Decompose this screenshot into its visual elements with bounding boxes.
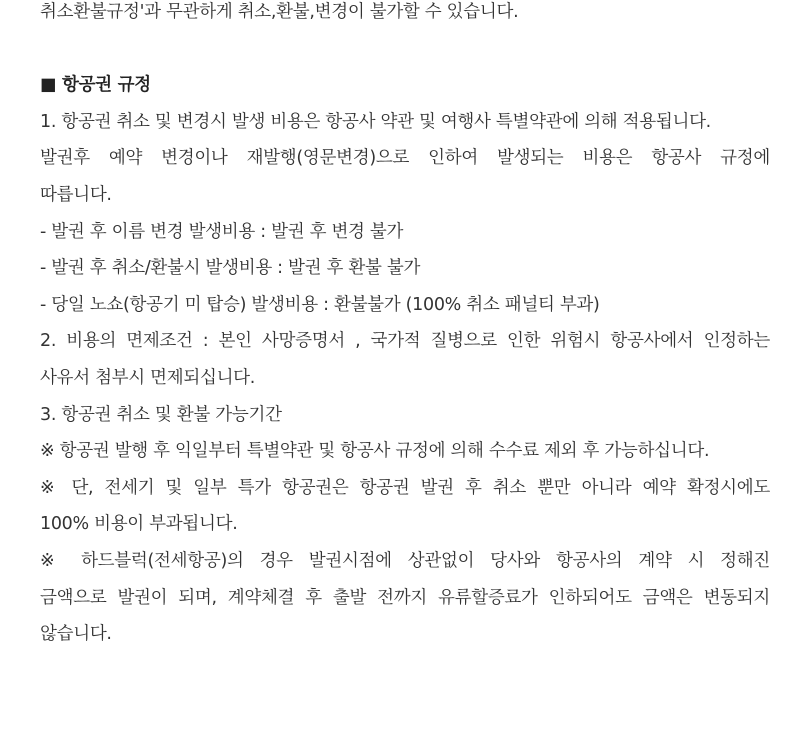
note-3-continued: 금액으로 발권이 되며, 계약체결 후 출발 전까지 유류할증료가 인하되어도 금액은 변동되지	[40, 587, 770, 608]
rule-1-item-cancel-refund: - 발권 후 취소/환불시 발생비용 : 발권 후 환불 불가	[40, 258, 421, 279]
rule-2-continued: 사유서 첨부시 면제되십니다.	[40, 367, 256, 388]
rule-1-continued-end: 따릅니다.	[40, 184, 112, 205]
note-2: ※ 단, 전세기 및 일부 특가 항공권은 항공권 발권 후 취소 뿐만 아니라 예약 확정시에도	[40, 477, 770, 498]
note-3: ※ 하드블럭(전세항공)의 경우 발권시점에 상관없이 당사와 항공사의 계약 시 정해진	[40, 550, 770, 571]
rule-1: 1. 항공권 취소 및 변경시 발생 비용은 항공사 약관 및 여행사 특별약관에 의해 적용됩니다.	[40, 111, 711, 132]
note-1: ※ 항공권 발행 후 익일부터 특별약관 및 항공사 규정에 의해 수수료 제외 후 가능하십니다.	[40, 441, 710, 462]
note-2-continued: 100% 비용이 부과됩니다.	[40, 514, 238, 535]
rule-2: 2. 비용의 면제조건 : 본인 사망증명서 , 국가적 질병으로 인한 위험시 항공사에서 인정하는	[40, 331, 770, 352]
section-title: ■ 항공권 규정	[40, 75, 151, 96]
note-3-continued-end: 않습니다.	[40, 624, 112, 645]
rule-3: 3. 항공권 취소 및 환불 가능기간	[40, 404, 282, 425]
intro-text: 취소환불규정'과 무관하게 취소,환불,변경이 불가할 수 있습니다.	[40, 2, 519, 22]
rule-1-continued: 발권후 예약 변경이나 재발행(영문변경)으로 인하여 발생되는 비용은 항공사 규정에	[40, 148, 770, 169]
blank-line	[40, 31, 770, 68]
rule-1-item-name-change: - 발권 후 이름 변경 발생비용 : 발권 후 변경 불가	[40, 221, 404, 242]
rule-1-item-no-show: - 당일 노쇼(항공기 미 탑승) 발생비용 : 환불불가 (100% 취소 패널티 부과)	[40, 294, 600, 315]
